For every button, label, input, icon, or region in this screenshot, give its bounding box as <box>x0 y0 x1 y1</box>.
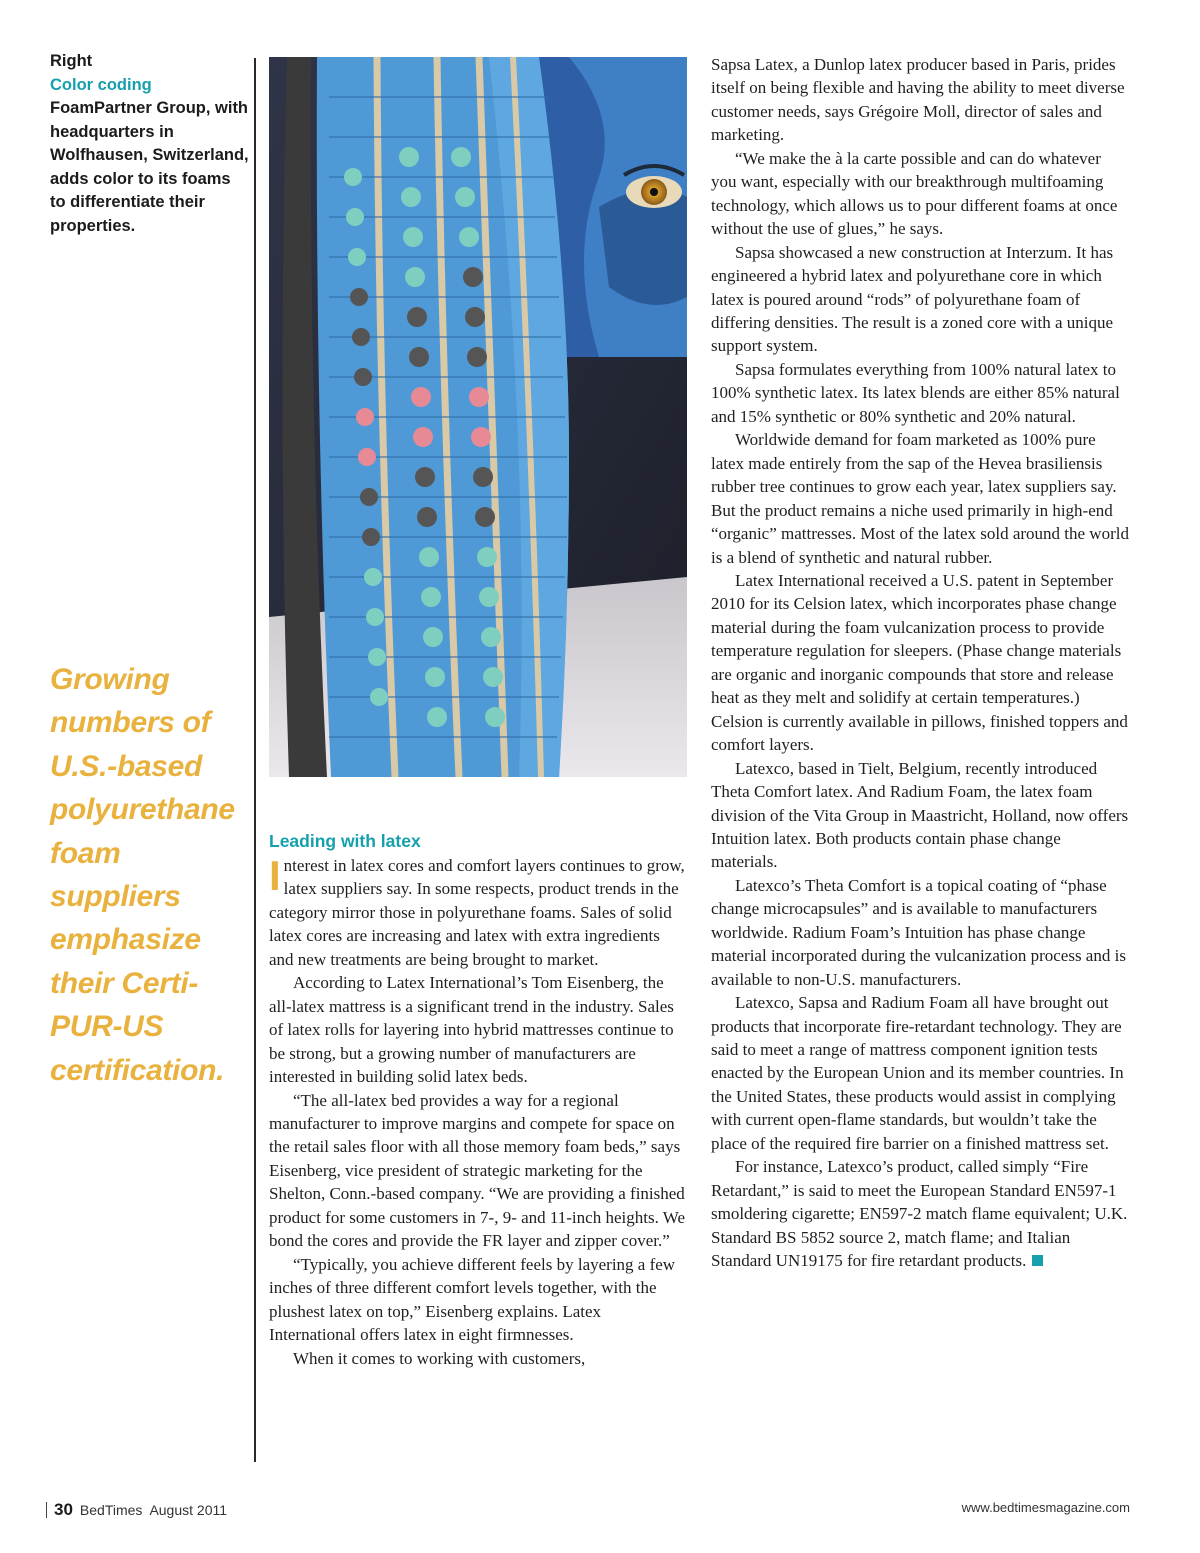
article-paragraph: Latex International received a U.S. patent in September 2010 for its Celsion latex, which incorporates phase change material during the foam vulcanization process to provide temperature regulation for sleepers. (Phase change materials are organic and inorganic compounds that store and release heat as they melt and solidify at certain temperatures.) Celsion is currently available in pillows, finished toppers and comfort layers. <box>711 570 1128 755</box>
article-paragraph <box>269 854 687 971</box>
caption-position-label: Right <box>50 52 93 70</box>
drop-cap: I <box>269 852 281 899</box>
footer-website[interactable]: www.bedtimesmagazine.com <box>961 1500 1130 1515</box>
article-paragraph: Worldwide demand for foam marketed as 100% pure latex made entirely from the sap of the Hevea brasiliensis rubber tree continues to grow each year, latex suppliers say. But the product remains a niche used primarily in high-end “organic” mattresses. Most of the latex sold around the world is a blend of synthetic and natural rubber. <box>711 430 1129 567</box>
caption-title: Color coding <box>50 75 152 94</box>
caption-text: FoamPartner Group, with headquarters in Wolfhausen, Switzerland, adds color to its foams to differentiate their properties. <box>50 99 249 235</box>
issue-date: August 2011 <box>149 1502 228 1518</box>
article-paragraph: Latexco’s Theta Comfort is a topical coating of “phase change microcapsules” and is available to manufacturers worldwide. Radium Foam’s Intuition has phase change material incorporated during the vulcanization process and is available to non-U.S. manufacturers. <box>711 875 1126 989</box>
article-column-right <box>711 53 1129 1273</box>
article-paragraph: Sapsa formulates everything from 100% natural latex to 100% synthetic latex. Its latex blends are either 85% natural and 15% synthetic or 80% synthetic and 20% natural. <box>711 359 1120 426</box>
first-paragraph-text: nterest in latex cores and comfort layers continues to grow, latex suppliers say. In some respects, product trends in the category mirror those in polyurethane foams. Sales of solid latex cores are increasing and latex with extra ingredients and new treatments are being brought to market. <box>269 856 685 969</box>
article-paragraph-last <box>711 1155 1129 1272</box>
column-divider <box>254 58 256 1462</box>
end-of-article-icon <box>1032 1255 1043 1266</box>
pull-quote: Growing numbers of U.S.-based polyurethane foam suppliers emphasize their Certi-PUR-US certification. <box>50 663 235 1087</box>
article-paragraph: Sapsa showcased a new construction at Interzum. It has engineered a hybrid latex and polyurethane core in which latex is poured around “rods” of polyurethane foam of differing densities. The result is a zoned core with a unique support system. <box>711 242 1114 356</box>
article-paragraph: According to Latex International’s Tom Eisenberg, the all-latex mattress is a significant trend in the industry. Sales of latex rolls for layering into hybrid mattresses continue to be strong, but a growing number of manufacturers are interested in building solid latex beds. <box>269 973 674 1087</box>
article-paragraph: “Typically, you achieve different feels by layering a few inches of three different comfort levels together, with the plushest latex on top,” Eisenberg explains. Latex International offers latex in eight firmnesses. <box>269 1254 676 1345</box>
article-paragraph: Latexco, based in Tielt, Belgium, recently introduced Theta Comfort latex. And Radium Foam, the latex foam division of the Vita Group in Maastricht, Holland, now offers Intuition latex. Both products contain phase change materials. <box>711 758 1129 872</box>
footer-divider <box>46 1502 47 1518</box>
publication-name: BedTimes <box>79 1502 143 1518</box>
article-paragraph: Latexco, Sapsa and Radium Foam all have brought out products that incorporate fire-retardant technology. They are said to meet a range of mattress component ignition tests enacted by the European Union and its member countries. In the United States, these products would assist in complying with current open-flame standards, but wouldn’t take the place of the required fire barrier on a finished mattress set. <box>711 993 1124 1153</box>
article-column-middle <box>269 829 687 1370</box>
page-footer-left <box>46 1500 227 1520</box>
photo-caption <box>50 50 250 238</box>
last-paragraph-text: For instance, Latexco’s product, called simply “Fire Retardant,” is said to meet the European Standard EN597-1 smoldering cigarette; EN597-2 match flame equivalent; U.K. Standard BS 5852 source 2, match flame; and Italian Standard UN19175 for fire retardant products. <box>711 1157 1128 1271</box>
foam-product-photo <box>269 57 687 777</box>
page-number: 30 <box>54 1500 73 1519</box>
article-paragraph: Sapsa Latex, a Dunlop latex producer based in Paris, prides itself on being flexible and having the ability to meet diverse customer needs, says Grégoire Moll, director of sales and marketing. <box>711 55 1125 145</box>
article-paragraph: “The all-latex bed provides a way for a regional manufacturer to improve margins and compete for space on the retail sales floor with all those memory foam beds,” says Eisenberg, vice president of strategic marketing for the Shelton, Conn.-based company. “We are providing a finished product for some customers in 7-, 9- and 11-inch heights. We bond the cores and provide the FR layer and zipper cover.” <box>269 1090 685 1251</box>
article-paragraph: “We make the à la carte possible and can do whatever you want, especially with our breakthrough multifoaming technology, which allows us to pour different foams at once without the use of glues,” he says. <box>711 148 1118 239</box>
section-heading: Leading with latex <box>269 831 421 851</box>
article-paragraph: When it comes to working with customers, <box>293 1348 586 1368</box>
